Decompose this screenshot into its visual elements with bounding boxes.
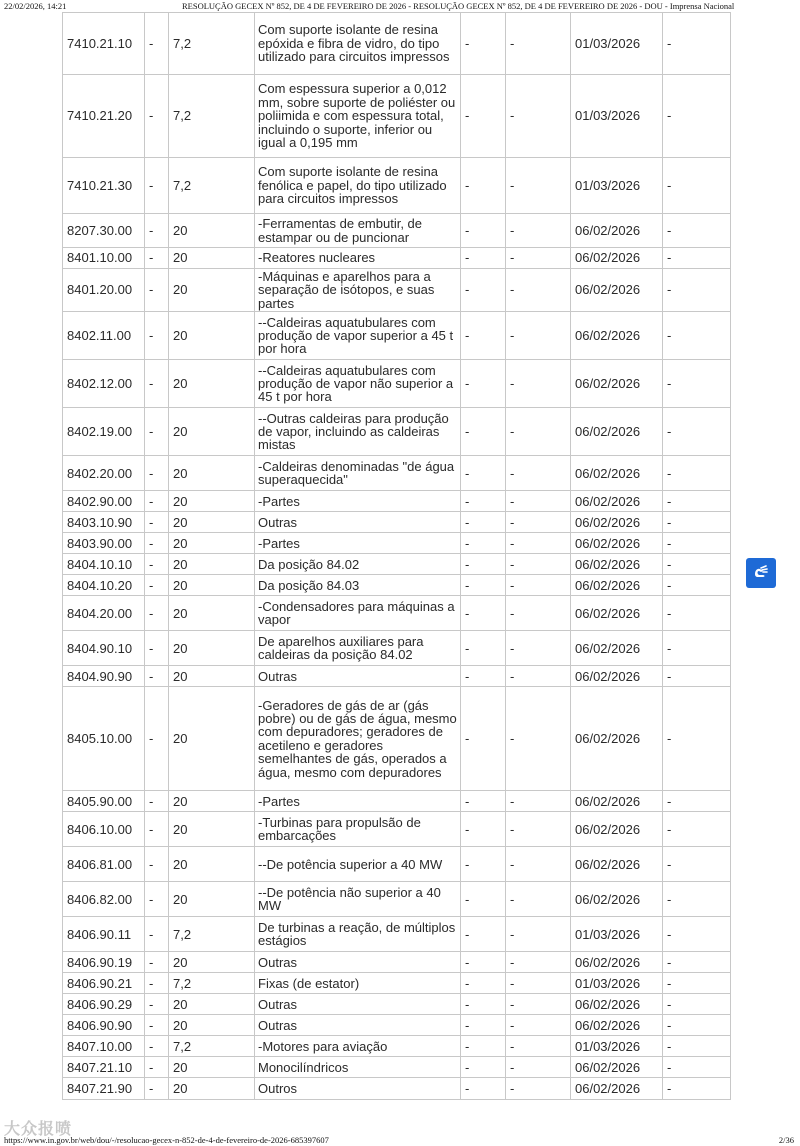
dash-cell: - xyxy=(663,269,731,312)
dash-cell: - xyxy=(506,575,571,596)
dash-cell: - xyxy=(145,666,169,687)
dash-cell: - xyxy=(663,882,731,917)
effective-date-cell: 06/02/2026 xyxy=(571,882,663,917)
effective-date-cell: 06/02/2026 xyxy=(571,269,663,312)
dash-cell: - xyxy=(145,312,169,360)
rate-cell: 20 xyxy=(169,631,255,666)
dash-cell: - xyxy=(145,882,169,917)
dash-cell: - xyxy=(663,1078,731,1100)
ncm-tariff-table xyxy=(62,12,731,1100)
dash-cell: - xyxy=(663,491,731,512)
table-row xyxy=(63,847,731,882)
rate-cell: 7,2 xyxy=(169,1036,255,1057)
dash-cell: - xyxy=(506,596,571,631)
effective-date-cell: 01/03/2026 xyxy=(571,973,663,994)
dash-cell: - xyxy=(506,408,571,456)
dash-cell: - xyxy=(663,952,731,973)
table-row xyxy=(63,575,731,596)
dash-cell: - xyxy=(145,952,169,973)
dash-cell: - xyxy=(461,512,506,533)
rate-cell: 20 xyxy=(169,312,255,360)
dash-cell: - xyxy=(663,248,731,269)
ncm-code-cell: 8402.19.00 xyxy=(63,408,145,456)
dash-cell: - xyxy=(461,882,506,917)
effective-date-cell: 06/02/2026 xyxy=(571,248,663,269)
effective-date-cell: 06/02/2026 xyxy=(571,533,663,554)
dash-cell: - xyxy=(506,533,571,554)
dash-cell: - xyxy=(506,312,571,360)
ncm-code-cell: 8402.11.00 xyxy=(63,312,145,360)
dash-cell: - xyxy=(461,554,506,575)
dash-cell: - xyxy=(145,687,169,791)
description-cell: -Partes xyxy=(255,533,461,554)
dash-cell: - xyxy=(506,13,571,75)
dash-cell: - xyxy=(145,408,169,456)
description-cell: Com suporte isolante de resina fenólica e papel, do tipo utilizado para circuitos impressos xyxy=(255,158,461,214)
dash-cell: - xyxy=(663,408,731,456)
dash-cell: - xyxy=(461,312,506,360)
rate-cell: 20 xyxy=(169,408,255,456)
dash-cell: - xyxy=(461,1015,506,1036)
ncm-code-cell: 8405.90.00 xyxy=(63,791,145,812)
dash-cell: - xyxy=(506,973,571,994)
sign-language-icon xyxy=(751,563,771,583)
print-header xyxy=(0,0,800,12)
ncm-code-cell: 8406.90.11 xyxy=(63,917,145,952)
description-cell: Com suporte isolante de resina epóxida e fibra de vidro, do tipo utilizado para circuitos impressos xyxy=(255,13,461,75)
dash-cell: - xyxy=(506,1078,571,1100)
rate-cell: 20 xyxy=(169,269,255,312)
dash-cell: - xyxy=(461,917,506,952)
dash-cell: - xyxy=(506,248,571,269)
table-row xyxy=(63,687,731,791)
effective-date-cell: 06/02/2026 xyxy=(571,554,663,575)
dash-cell: - xyxy=(506,158,571,214)
dash-cell: - xyxy=(663,75,731,158)
effective-date-cell: 06/02/2026 xyxy=(571,1015,663,1036)
description-cell: -Partes xyxy=(255,491,461,512)
effective-date-cell: 06/02/2026 xyxy=(571,666,663,687)
dash-cell: - xyxy=(461,791,506,812)
dash-cell: - xyxy=(663,312,731,360)
accessibility-button[interactable] xyxy=(746,558,776,588)
rate-cell: 20 xyxy=(169,687,255,791)
table-row xyxy=(63,408,731,456)
dash-cell: - xyxy=(506,269,571,312)
dash-cell: - xyxy=(145,575,169,596)
effective-date-cell: 06/02/2026 xyxy=(571,994,663,1015)
ncm-code-cell: 8404.90.90 xyxy=(63,666,145,687)
table-row xyxy=(63,456,731,491)
rate-cell: 20 xyxy=(169,1015,255,1036)
description-cell: -Geradores de gás de ar (gás pobre) ou de gás de água, mesmo com depuradores; geradores de acetileno e geradores semelhantes de gás, operados a água, mesmo com depuradores xyxy=(255,687,461,791)
table-row xyxy=(63,631,731,666)
effective-date-cell: 06/02/2026 xyxy=(571,631,663,666)
dash-cell: - xyxy=(663,512,731,533)
dash-cell: - xyxy=(461,952,506,973)
rate-cell: 20 xyxy=(169,847,255,882)
table-row xyxy=(63,1015,731,1036)
dash-cell: - xyxy=(145,847,169,882)
description-cell: -Máquinas e aparelhos para a separação de isótopos, e suas partes xyxy=(255,269,461,312)
dash-cell: - xyxy=(145,1078,169,1100)
description-cell: -Ferramentas de embutir, de estampar ou de puncionar xyxy=(255,214,461,248)
table-row xyxy=(63,882,731,917)
table-row xyxy=(63,533,731,554)
ncm-code-cell: 8406.90.21 xyxy=(63,973,145,994)
table-row xyxy=(63,791,731,812)
dash-cell: - xyxy=(506,917,571,952)
dash-cell: - xyxy=(145,158,169,214)
print-datetime: 22/02/2026, 14:21 xyxy=(4,1,67,11)
dash-cell: - xyxy=(145,554,169,575)
ncm-code-cell: 8404.10.20 xyxy=(63,575,145,596)
effective-date-cell: 06/02/2026 xyxy=(571,408,663,456)
ncm-code-cell: 8402.20.00 xyxy=(63,456,145,491)
rate-cell: 20 xyxy=(169,360,255,408)
description-cell: -Turbinas para propulsão de embarcações xyxy=(255,812,461,847)
ncm-code-cell: 8405.10.00 xyxy=(63,687,145,791)
dash-cell: - xyxy=(461,631,506,666)
rate-cell: 20 xyxy=(169,1057,255,1078)
dash-cell: - xyxy=(506,554,571,575)
dash-cell: - xyxy=(145,360,169,408)
ncm-code-cell: 8207.30.00 xyxy=(63,214,145,248)
dash-cell: - xyxy=(461,812,506,847)
dash-cell: - xyxy=(663,575,731,596)
table-row xyxy=(63,917,731,952)
dash-cell: - xyxy=(663,666,731,687)
dash-cell: - xyxy=(663,791,731,812)
description-cell: De aparelhos auxiliares para caldeiras da posição 84.02 xyxy=(255,631,461,666)
table-row xyxy=(63,269,731,312)
page-number: 2/36 xyxy=(778,1135,794,1145)
effective-date-cell: 06/02/2026 xyxy=(571,847,663,882)
dash-cell: - xyxy=(663,973,731,994)
dash-cell: - xyxy=(461,596,506,631)
table-row xyxy=(63,812,731,847)
table-row xyxy=(63,75,731,158)
dash-cell: - xyxy=(461,214,506,248)
description-cell: Outras xyxy=(255,666,461,687)
effective-date-cell: 06/02/2026 xyxy=(571,491,663,512)
dash-cell: - xyxy=(663,456,731,491)
dash-cell: - xyxy=(506,491,571,512)
rate-cell: 20 xyxy=(169,554,255,575)
ncm-code-cell: 7410.21.10 xyxy=(63,13,145,75)
effective-date-cell: 06/02/2026 xyxy=(571,575,663,596)
table-row xyxy=(63,13,731,75)
dash-cell: - xyxy=(506,952,571,973)
effective-date-cell: 06/02/2026 xyxy=(571,360,663,408)
dash-cell: - xyxy=(461,158,506,214)
dash-cell: - xyxy=(506,360,571,408)
rate-cell: 7,2 xyxy=(169,973,255,994)
dash-cell: - xyxy=(145,791,169,812)
effective-date-cell: 06/02/2026 xyxy=(571,456,663,491)
ncm-code-cell: 8404.20.00 xyxy=(63,596,145,631)
effective-date-cell: 06/02/2026 xyxy=(571,1078,663,1100)
rate-cell: 20 xyxy=(169,491,255,512)
description-cell: -Motores para aviação xyxy=(255,1036,461,1057)
dash-cell: - xyxy=(506,75,571,158)
dash-cell: - xyxy=(461,408,506,456)
table-row xyxy=(63,214,731,248)
dash-cell: - xyxy=(461,1078,506,1100)
dash-cell: - xyxy=(506,666,571,687)
dash-cell: - xyxy=(663,994,731,1015)
dash-cell: - xyxy=(145,631,169,666)
ncm-code-cell: 8407.10.00 xyxy=(63,1036,145,1057)
dash-cell: - xyxy=(663,596,731,631)
print-footer xyxy=(0,1135,800,1146)
dash-cell: - xyxy=(145,812,169,847)
dash-cell: - xyxy=(145,248,169,269)
ncm-code-cell: 7410.21.30 xyxy=(63,158,145,214)
table-row xyxy=(63,512,731,533)
dash-cell: - xyxy=(145,269,169,312)
effective-date-cell: 06/02/2026 xyxy=(571,952,663,973)
dash-cell: - xyxy=(145,75,169,158)
rate-cell: 20 xyxy=(169,952,255,973)
dash-cell: - xyxy=(663,687,731,791)
description-cell: De turbinas a reação, de múltiplos estágios xyxy=(255,917,461,952)
rate-cell: 20 xyxy=(169,666,255,687)
table-row xyxy=(63,973,731,994)
rate-cell: 20 xyxy=(169,791,255,812)
dash-cell: - xyxy=(461,1036,506,1057)
table-row xyxy=(63,491,731,512)
rate-cell: 20 xyxy=(169,575,255,596)
dash-cell: - xyxy=(506,631,571,666)
effective-date-cell: 06/02/2026 xyxy=(571,596,663,631)
rate-cell: 7,2 xyxy=(169,75,255,158)
dash-cell: - xyxy=(663,917,731,952)
dash-cell: - xyxy=(663,360,731,408)
ncm-code-cell: 8407.21.10 xyxy=(63,1057,145,1078)
dash-cell: - xyxy=(145,994,169,1015)
description-cell: Outras xyxy=(255,952,461,973)
description-cell: --De potência superior a 40 MW xyxy=(255,847,461,882)
effective-date-cell: 06/02/2026 xyxy=(571,512,663,533)
ncm-code-cell: 7410.21.20 xyxy=(63,75,145,158)
description-cell: Outras xyxy=(255,512,461,533)
rate-cell: 20 xyxy=(169,1078,255,1100)
effective-date-cell: 06/02/2026 xyxy=(571,687,663,791)
dash-cell: - xyxy=(145,1057,169,1078)
dash-cell: - xyxy=(506,812,571,847)
description-cell: Da posição 84.02 xyxy=(255,554,461,575)
table-row xyxy=(63,1057,731,1078)
ncm-code-cell: 8402.12.00 xyxy=(63,360,145,408)
ncm-code-cell: 8406.90.29 xyxy=(63,994,145,1015)
ncm-code-cell: 8407.21.90 xyxy=(63,1078,145,1100)
ncm-code-cell: 8404.90.10 xyxy=(63,631,145,666)
dash-cell: - xyxy=(145,456,169,491)
dash-cell: - xyxy=(663,847,731,882)
description-cell: Com espessura superior a 0,012 mm, sobre suporte de poliéster ou poliimida e com espessura total, incluindo o suporte, inferior ou igual a 0,195 mm xyxy=(255,75,461,158)
dash-cell: - xyxy=(506,456,571,491)
dash-cell: - xyxy=(506,791,571,812)
dash-cell: - xyxy=(461,75,506,158)
dash-cell: - xyxy=(145,214,169,248)
table-row xyxy=(63,248,731,269)
dash-cell: - xyxy=(506,1057,571,1078)
dash-cell: - xyxy=(461,1057,506,1078)
dash-cell: - xyxy=(461,533,506,554)
rate-cell: 7,2 xyxy=(169,13,255,75)
dash-cell: - xyxy=(506,214,571,248)
dash-cell: - xyxy=(506,512,571,533)
dash-cell: - xyxy=(461,973,506,994)
table-row xyxy=(63,360,731,408)
table-row xyxy=(63,158,731,214)
ncm-code-cell: 8402.90.00 xyxy=(63,491,145,512)
description-cell: -Reatores nucleares xyxy=(255,248,461,269)
effective-date-cell: 06/02/2026 xyxy=(571,812,663,847)
description-cell: --De potência não superior a 40 MW xyxy=(255,882,461,917)
dash-cell: - xyxy=(506,1015,571,1036)
description-cell: Monocilíndricos xyxy=(255,1057,461,1078)
dash-cell: - xyxy=(145,533,169,554)
dash-cell: - xyxy=(145,917,169,952)
dash-cell: - xyxy=(145,512,169,533)
rate-cell: 20 xyxy=(169,882,255,917)
print-page-title: RESOLUÇÃO GECEX Nº 852, DE 4 DE FEVEREIRO DE 2026 - RESOLUÇÃO GECEX Nº 852, DE 4 DE FEVEREIRO DE 2026 - DOU - Imprensa Nacional xyxy=(182,1,735,11)
table-row xyxy=(63,952,731,973)
ncm-code-cell: 8406.90.90 xyxy=(63,1015,145,1036)
description-cell: Fixas (de estator) xyxy=(255,973,461,994)
description-cell: Da posição 84.03 xyxy=(255,575,461,596)
dash-cell: - xyxy=(145,596,169,631)
dash-cell: - xyxy=(506,1036,571,1057)
ncm-code-cell: 8406.90.19 xyxy=(63,952,145,973)
dash-cell: - xyxy=(663,13,731,75)
rate-cell: 20 xyxy=(169,248,255,269)
dash-cell: - xyxy=(461,847,506,882)
page-url: https://www.in.gov.br/web/dou/-/resolucao-gecex-n-852-de-4-de-fevereiro-de-2026-685397607 xyxy=(4,1135,329,1145)
dash-cell: - xyxy=(461,360,506,408)
rate-cell: 20 xyxy=(169,456,255,491)
dash-cell: - xyxy=(461,491,506,512)
dash-cell: - xyxy=(145,13,169,75)
rate-cell: 7,2 xyxy=(169,917,255,952)
effective-date-cell: 01/03/2026 xyxy=(571,158,663,214)
rate-cell: 20 xyxy=(169,533,255,554)
watermark-logo: 大众报喷 xyxy=(4,1121,73,1138)
effective-date-cell: 06/02/2026 xyxy=(571,312,663,360)
dash-cell: - xyxy=(663,214,731,248)
table-row xyxy=(63,666,731,687)
ncm-code-cell: 8401.20.00 xyxy=(63,269,145,312)
ncm-code-cell: 8403.90.00 xyxy=(63,533,145,554)
dash-cell: - xyxy=(663,1057,731,1078)
dash-cell: - xyxy=(145,1036,169,1057)
description-cell: --Outras caldeiras para produção de vapor, incluindo as caldeiras mistas xyxy=(255,408,461,456)
ncm-code-cell: 8406.81.00 xyxy=(63,847,145,882)
ncm-code-cell: 8406.10.00 xyxy=(63,812,145,847)
description-cell: --Caldeiras aquatubulares com produção de vapor não superior a 45 t por hora xyxy=(255,360,461,408)
dash-cell: - xyxy=(506,847,571,882)
ncm-code-cell: 8401.10.00 xyxy=(63,248,145,269)
dash-cell: - xyxy=(461,575,506,596)
effective-date-cell: 01/03/2026 xyxy=(571,75,663,158)
dash-cell: - xyxy=(461,248,506,269)
dash-cell: - xyxy=(663,554,731,575)
rate-cell: 20 xyxy=(169,596,255,631)
rate-cell: 7,2 xyxy=(169,158,255,214)
rate-cell: 20 xyxy=(169,994,255,1015)
table-row xyxy=(63,312,731,360)
rate-cell: 20 xyxy=(169,512,255,533)
description-cell: -Caldeiras denominadas "de água superaquecida" xyxy=(255,456,461,491)
description-cell: -Condensadores para máquinas a vapor xyxy=(255,596,461,631)
ncm-table-body xyxy=(63,13,731,1100)
rate-cell: 20 xyxy=(169,812,255,847)
dash-cell: - xyxy=(663,631,731,666)
dash-cell: - xyxy=(461,994,506,1015)
dash-cell: - xyxy=(461,456,506,491)
description-cell: -Partes xyxy=(255,791,461,812)
table-row xyxy=(63,554,731,575)
dash-cell: - xyxy=(663,1036,731,1057)
dash-cell: - xyxy=(663,812,731,847)
description-cell: Outras xyxy=(255,1015,461,1036)
table-row xyxy=(63,1078,731,1100)
table-row xyxy=(63,1036,731,1057)
dash-cell: - xyxy=(506,687,571,791)
effective-date-cell: 06/02/2026 xyxy=(571,791,663,812)
dash-cell: - xyxy=(663,533,731,554)
dash-cell: - xyxy=(145,491,169,512)
effective-date-cell: 06/02/2026 xyxy=(571,1057,663,1078)
effective-date-cell: 01/03/2026 xyxy=(571,1036,663,1057)
table-row xyxy=(63,994,731,1015)
dash-cell: - xyxy=(506,882,571,917)
dash-cell: - xyxy=(663,158,731,214)
dash-cell: - xyxy=(506,994,571,1015)
effective-date-cell: 06/02/2026 xyxy=(571,214,663,248)
ncm-code-cell: 8403.10.90 xyxy=(63,512,145,533)
description-cell: --Caldeiras aquatubulares com produção de vapor superior a 45 t por hora xyxy=(255,312,461,360)
dash-cell: - xyxy=(461,687,506,791)
rate-cell: 20 xyxy=(169,214,255,248)
effective-date-cell: 01/03/2026 xyxy=(571,13,663,75)
description-cell: Outras xyxy=(255,994,461,1015)
description-cell: Outros xyxy=(255,1078,461,1100)
ncm-code-cell: 8406.82.00 xyxy=(63,882,145,917)
ncm-code-cell: 8404.10.10 xyxy=(63,554,145,575)
dash-cell: - xyxy=(145,973,169,994)
dash-cell: - xyxy=(145,1015,169,1036)
dash-cell: - xyxy=(461,269,506,312)
effective-date-cell: 01/03/2026 xyxy=(571,917,663,952)
dash-cell: - xyxy=(461,13,506,75)
dash-cell: - xyxy=(663,1015,731,1036)
dash-cell: - xyxy=(461,666,506,687)
table-row xyxy=(63,596,731,631)
